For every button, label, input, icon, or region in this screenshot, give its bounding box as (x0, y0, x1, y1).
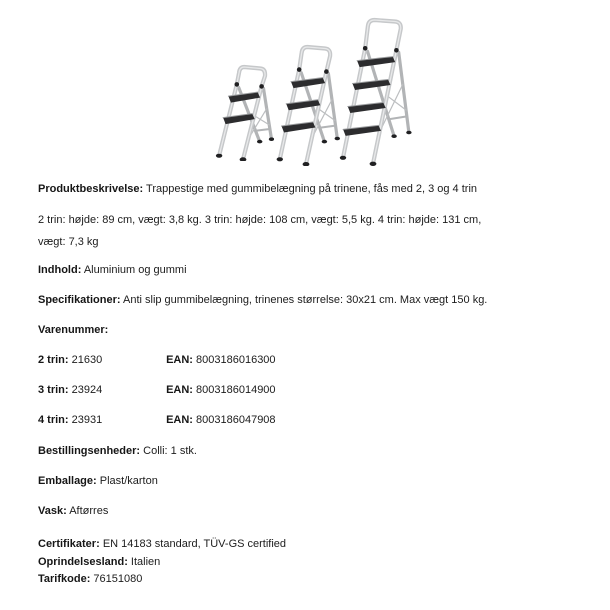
ladder-2-steps-image (212, 64, 274, 161)
tarifkode-label: Tarifkode: (38, 573, 91, 585)
section-bestillingsenheder (38, 444, 197, 459)
section-specifikationer (38, 293, 487, 308)
indhold-label: Indhold: (38, 264, 82, 276)
row-value: 23931 (71, 414, 103, 426)
emballage-text: Plast/karton (99, 475, 158, 487)
varenummer-cell (38, 413, 163, 428)
tarifkode-line (38, 571, 286, 589)
dimensioner-line2: vægt: 7,3 kg (38, 236, 99, 248)
section-dimensioner (38, 209, 481, 253)
certifikater-text: EN 14183 standard, TÜV-GS certified (102, 538, 287, 550)
section-emballage (38, 474, 158, 489)
varenummer-row-3trin (38, 383, 276, 398)
indhold-text: Aluminium og gummi (83, 264, 187, 276)
section-indhold (38, 263, 187, 278)
dimensioner-line1: 2 trin: højde: 89 cm, vægt: 3,8 kg. 3 trin: højde: 108 cm, vægt: 5,5 kg. 4 trin: højde: 131 cm, (38, 214, 482, 226)
specifikationer-text: Anti slip gummibelægning, trinenes størrelse: 30x21 cm. Max vægt 150 kg. (122, 294, 488, 306)
product-image (0, 0, 610, 175)
row-value: 21630 (71, 354, 103, 366)
ean-cell (166, 354, 275, 366)
ladder-4-steps-image (334, 17, 412, 166)
ean-label: EAN: (166, 354, 193, 366)
varenummer-cell (38, 353, 163, 368)
varenummer-row-4trin (38, 413, 276, 428)
section-certifikater-blok (38, 536, 286, 589)
bestillingsenheder-text: Colli: 1 stk. (143, 445, 197, 457)
ladder-3-steps-image (272, 44, 340, 166)
bestillingsenheder-label: Bestillingsenheder: (38, 445, 141, 457)
varenummer-cell (38, 383, 163, 398)
vask-label: Vask: (38, 505, 67, 517)
varenummer-label: Varenummer: (38, 324, 109, 336)
ean-cell (166, 384, 275, 396)
vask-text: Aftørres (69, 505, 109, 517)
varenummer-row-2trin (38, 353, 276, 368)
certifikater-label: Certifikater: (38, 538, 100, 550)
row-label: 3 trin: (38, 384, 69, 396)
certifikater-line (38, 536, 286, 554)
oprindelsesland-line (38, 554, 286, 572)
ean-value: 8003186016300 (196, 354, 276, 366)
section-varenummer-heading (38, 323, 108, 338)
ean-label: EAN: (166, 384, 193, 396)
row-value: 23924 (71, 384, 103, 396)
row-label: 4 trin: (38, 414, 69, 426)
section-vask (38, 504, 108, 519)
ean-cell (166, 414, 275, 426)
produktbeskrivelse-label: Produktbeskrivelse: (38, 183, 144, 195)
tarifkode-text: 76151080 (93, 573, 143, 585)
ean-label: EAN: (166, 414, 193, 426)
produktbeskrivelse-text: Trappestige med gummibelægning på trinene, fås med 2, 3 og 4 trin (146, 183, 478, 195)
oprindelsesland-text: Italien (130, 555, 161, 568)
ean-value: 8003186047908 (196, 414, 276, 426)
section-produktbeskrivelse (38, 182, 477, 197)
emballage-label: Emballage: (38, 475, 97, 487)
oprindelsesland-label: Oprindelsesland: (38, 555, 128, 568)
row-label: 2 trin: (38, 354, 69, 366)
specifikationer-label: Specifikationer: (38, 294, 121, 306)
ean-value: 8003186014900 (196, 384, 276, 396)
